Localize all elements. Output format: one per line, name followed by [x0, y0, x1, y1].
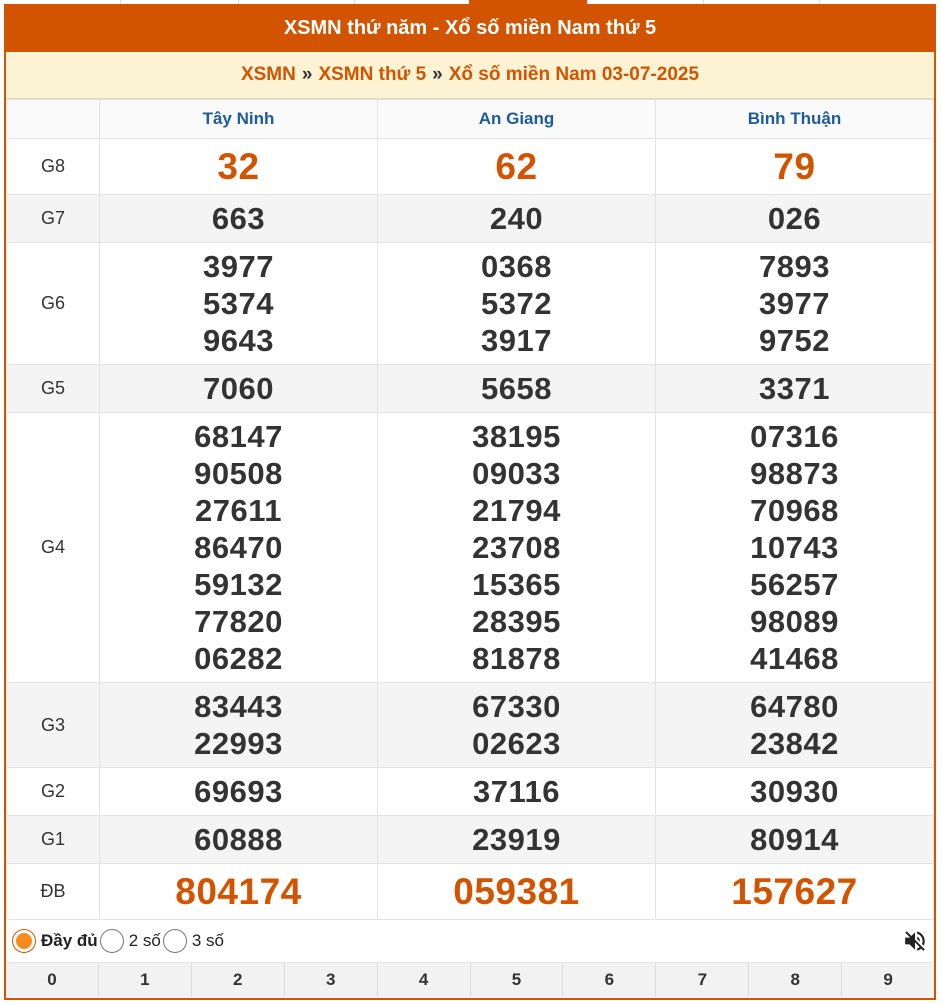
prize-cell	[100, 365, 378, 413]
breadcrumb	[6, 52, 934, 99]
prize-cell	[656, 243, 934, 365]
prize-cell	[378, 864, 656, 920]
special-prize-number: 059381	[453, 871, 580, 912]
prize-row	[7, 816, 934, 864]
prize-row	[7, 864, 934, 920]
prize-number: 07316	[750, 419, 839, 454]
province-binh-thuan[interactable]: Bình Thuận	[656, 100, 934, 139]
prize-cell	[378, 413, 656, 683]
prize-cell	[100, 243, 378, 365]
prize-number: 5374	[203, 286, 274, 321]
prize-number: 23842	[750, 726, 839, 761]
prize-cell	[100, 195, 378, 243]
prize-number: 98873	[750, 456, 839, 491]
prize-number: 240	[489, 201, 544, 236]
prize-row	[7, 195, 934, 243]
special-prize-number: 157627	[731, 871, 858, 912]
prize-number: 23919	[472, 822, 561, 857]
prize-number: 9752	[759, 323, 830, 358]
breadcrumb-xsmn[interactable]: XSMN	[240, 64, 296, 85]
prize-number: 02623	[472, 726, 561, 761]
option-3-digits-radio[interactable]	[163, 929, 224, 953]
prize-number: 69693	[194, 774, 283, 809]
prize-label: G6	[7, 243, 100, 365]
prize-cell	[656, 683, 934, 768]
prize-cell	[378, 816, 656, 864]
prize-label: G3	[7, 683, 100, 768]
digit-filter-1[interactable]: 1	[99, 963, 192, 997]
prize-label: ĐB	[7, 864, 100, 920]
prize-number: 64780	[750, 689, 839, 724]
digit-filter-9[interactable]: 9	[883, 970, 893, 989]
prize-cell	[378, 768, 656, 816]
prize-number: 28395	[472, 604, 561, 639]
speaker-muted-icon[interactable]	[902, 928, 928, 954]
prize-row	[7, 768, 934, 816]
prize-number: 22993	[194, 726, 283, 761]
display-options	[6, 920, 934, 963]
prize-cell	[378, 243, 656, 365]
prize-row	[7, 413, 934, 683]
province-header-row	[7, 100, 934, 139]
prize-label: G8	[7, 139, 100, 195]
prize-cell	[100, 768, 378, 816]
prize-row	[7, 365, 934, 413]
prize-number: 79	[773, 146, 816, 187]
prize-label: G7	[7, 195, 100, 243]
prize-cell	[378, 683, 656, 768]
prize-number: 81878	[472, 641, 561, 676]
digit-filter-7[interactable]: 7	[656, 963, 749, 997]
prize-cell	[656, 139, 934, 195]
prize-row	[7, 683, 934, 768]
prize-number: 23708	[472, 530, 561, 565]
prize-label: G2	[7, 768, 100, 816]
header-corner	[7, 100, 100, 139]
prize-number: 27611	[195, 493, 282, 528]
prize-number: 38195	[472, 419, 561, 454]
digit-filter-bar	[6, 963, 934, 997]
radio-icon	[163, 929, 187, 953]
prize-cell	[378, 365, 656, 413]
prize-cell	[100, 413, 378, 683]
results-table	[6, 99, 934, 920]
prize-number: 98089	[750, 604, 839, 639]
breadcrumb-separator: »	[301, 64, 313, 85]
prize-number: 09033	[472, 456, 561, 491]
prize-cell	[100, 139, 378, 195]
prize-label: G4	[7, 413, 100, 683]
option-full-label: Đầy đủ	[41, 931, 98, 950]
prize-number: 41468	[750, 641, 839, 676]
prize-number: 67330	[472, 689, 561, 724]
prize-row	[7, 139, 934, 195]
prize-number: 3917	[481, 323, 552, 358]
radio-selected-icon	[12, 929, 36, 953]
prize-number: 9643	[203, 323, 274, 358]
prize-number: 59132	[194, 567, 283, 602]
prize-number: 30930	[750, 774, 839, 809]
prize-number: 5658	[481, 371, 552, 406]
prize-number: 60888	[194, 822, 283, 857]
prize-number: 32	[217, 146, 260, 187]
prize-number: 56257	[750, 567, 839, 602]
prize-number: 10743	[750, 530, 839, 565]
prize-label: G1	[7, 816, 100, 864]
page-title: XSMN thứ năm - Xổ số miền Nam thứ 5	[6, 4, 934, 52]
prize-number: 21794	[472, 493, 561, 528]
prize-number: 83443	[194, 689, 283, 724]
breadcrumb-xsmn-thu-5[interactable]: XSMN thứ 5	[318, 64, 427, 85]
prize-cell	[100, 816, 378, 864]
prize-number: 90508	[194, 456, 283, 491]
prize-number: 06282	[194, 641, 283, 676]
prize-cell	[378, 139, 656, 195]
prize-number: 5372	[481, 286, 552, 321]
radio-icon	[100, 929, 124, 953]
prize-number: 68147	[194, 419, 283, 454]
results-panel	[4, 4, 936, 1000]
prize-label: G5	[7, 365, 100, 413]
prize-number: 663	[211, 201, 266, 236]
digit-filter-6[interactable]: 6	[563, 963, 656, 997]
prize-number: 026	[767, 201, 822, 236]
digit-filter-8[interactable]: 8	[749, 963, 842, 997]
prize-number: 70968	[750, 493, 839, 528]
prize-number: 7893	[759, 249, 830, 284]
digit-filter-4[interactable]: 4	[378, 963, 471, 997]
prize-cell	[656, 413, 934, 683]
prize-row	[7, 243, 934, 365]
prize-number: 7060	[203, 371, 274, 406]
option-full-radio[interactable]	[12, 929, 98, 953]
digit-filter-2[interactable]: 2	[192, 963, 285, 997]
prize-cell	[100, 683, 378, 768]
breadcrumb-separator: »	[432, 64, 443, 85]
province-an-giang[interactable]: An Giang	[378, 100, 656, 139]
digit-filter-0[interactable]: 0	[6, 963, 99, 997]
province-tay-ninh[interactable]: Tây Ninh	[100, 100, 378, 139]
option-3-digits-label: 3 số	[191, 931, 224, 950]
prize-cell	[656, 816, 934, 864]
option-2-digits-radio[interactable]	[100, 929, 161, 953]
prize-number: 62	[495, 146, 538, 187]
prize-cell	[100, 864, 378, 920]
option-2-digits-label: 2 số	[128, 931, 161, 950]
prize-cell	[656, 365, 934, 413]
prize-number: 3977	[759, 286, 830, 321]
prize-number: 37116	[473, 774, 560, 809]
special-prize-number: 804174	[175, 871, 302, 912]
prize-number: 80914	[750, 822, 839, 857]
prize-number: 15365	[472, 567, 561, 602]
prize-cell	[656, 864, 934, 920]
prize-cell	[656, 768, 934, 816]
prize-number: 3371	[759, 371, 830, 406]
prize-cell	[378, 195, 656, 243]
prize-number: 77820	[194, 604, 283, 639]
breadcrumb-current-date[interactable]: Xổ số miền Nam 03-07-2025	[448, 64, 700, 85]
prize-number: 86470	[194, 530, 283, 565]
digit-filter-3[interactable]: 3	[285, 963, 378, 997]
prize-cell	[656, 195, 934, 243]
prize-number: 3977	[203, 249, 274, 284]
prize-number: 0368	[481, 249, 552, 284]
digit-filter-5[interactable]: 5	[471, 963, 564, 997]
